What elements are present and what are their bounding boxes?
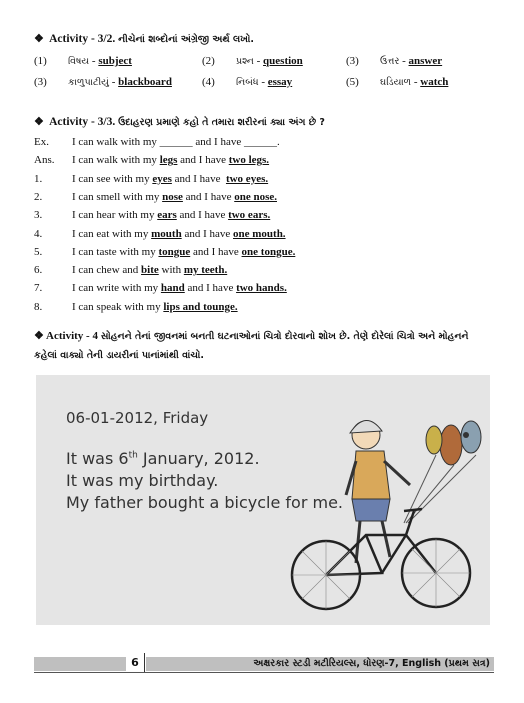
vocab-separator: -: [399, 55, 409, 67]
sentence-text: I can taste with my: [72, 245, 159, 258]
diary-line-1-pre: It was 6: [66, 449, 129, 468]
vocab-entry: [68, 76, 172, 88]
vocab-english-answer: question: [263, 55, 303, 67]
vocab-english-answer: subject: [98, 55, 132, 67]
sentence-number: 8.: [34, 300, 43, 313]
sentence-number: 1.: [34, 172, 43, 185]
sentence-text: I can smell with my: [72, 190, 163, 203]
sentence-answer: tongue: [158, 245, 191, 258]
sentence-text: and I have: [181, 227, 233, 240]
sentence-text: and I have: [177, 154, 229, 167]
sentence-answer: lips and tounge.: [163, 300, 238, 313]
activity2-title: Activity - 3/3.: [49, 116, 116, 128]
sentence-text: and I have: [184, 282, 237, 295]
sentence-text: and I have: [171, 172, 226, 185]
balloons-icon: [404, 421, 481, 523]
vocab-number: (3): [346, 55, 359, 67]
sentence-number: 4.: [34, 227, 43, 240]
vocab-gujarati-word: વિષય: [68, 56, 90, 67]
page-number: 6: [126, 653, 145, 673]
sentence-number: Ans.: [34, 154, 55, 167]
bicycle-icon: [292, 509, 470, 609]
diary-line-1: [66, 449, 260, 468]
sentence-row: [34, 208, 270, 222]
vocab-gujarati-word: ઘડિયાળ: [380, 77, 412, 88]
sentence-number: 5.: [34, 245, 43, 258]
vocab-separator: -: [108, 76, 119, 88]
vocab-english-answer: answer: [408, 55, 443, 67]
diary-date: 06-01-2012, Friday: [66, 409, 209, 427]
activity2-instruction: ઉદાહરણ પ્રમાણે કહો તે તમારા શરીરનાં ક્યા અંગ છે ?: [118, 117, 325, 128]
activity1-instruction: નીચેનાં શબ્દોનાં અંગ્રેજી અર્થ લખો.: [118, 34, 254, 45]
vocab-entry: [380, 76, 448, 88]
vocab-separator: -: [411, 76, 421, 88]
diamond-bullet-icon: ❖: [34, 116, 44, 128]
vocab-gujarati-word: કાળુપાટીયું: [68, 77, 109, 88]
sentence-number: 3.: [34, 209, 43, 222]
sentence-text: and I have: [190, 245, 242, 258]
vocab-english-answer: watch: [420, 76, 449, 88]
vocab-separator: -: [89, 55, 99, 67]
diary-line-3: My father bought a bicycle for me.: [66, 493, 343, 512]
sentence-text: I can see with my: [72, 172, 153, 185]
sentence-number: 2.: [34, 190, 43, 203]
sentence-row: [34, 263, 227, 277]
sentence-answer: ears: [157, 209, 177, 222]
sentence-text: I can hear with my: [72, 209, 158, 222]
sentence-answer: mouth: [151, 227, 182, 240]
sentence-row: [34, 300, 238, 314]
diary-illustration: [36, 375, 490, 625]
sentence-text: I can eat with my: [72, 227, 152, 240]
sentence-answer: hand: [160, 282, 185, 295]
sentence-answer: legs: [159, 154, 178, 167]
sentence-answer: one nose.: [234, 190, 277, 203]
vocab-english-answer: essay: [267, 76, 293, 88]
vocab-gujarati-word: નિબંધ: [236, 77, 259, 88]
vocab-entry: [68, 55, 132, 67]
sentence-text: I can walk with my: [72, 154, 160, 167]
sentence-row: [34, 227, 286, 241]
vocab-english-answer: blackboard: [118, 76, 172, 88]
boy-on-bicycle-drawing: [286, 395, 490, 625]
activity3-instruction: સોહનને તેનાં જીવનમાં બનતી ઘટનાઓનાં ચિત્રો દોરવાનો શોખ છે. તેણે દોરેલાં ચિત્રો અને મોહનને કહેલાં વાક્યો તેની ડાયરીનાં પાનાંમાંથી વાંચો.: [34, 331, 469, 361]
sentence-row: [34, 172, 268, 186]
footer-title: અક્ષરકાર સ્ટડી મટીરિયલ્સ, ધોરણ-7, English (પ્રથમ સત્ર): [146, 657, 494, 671]
vocab-separator: -: [253, 55, 264, 67]
sentence-row: [34, 245, 295, 259]
activity1-title: Activity - 3/2.: [49, 33, 116, 45]
diamond-bullet-icon: ❖: [34, 33, 44, 45]
sentence-answer: two eyes.: [225, 172, 269, 185]
vocab-entry: [380, 55, 442, 67]
sentence-row: [34, 190, 277, 204]
diary-line-1-post: January, 2012.: [137, 449, 260, 468]
sentence-answer: nose: [162, 190, 183, 203]
sentence-row: [34, 281, 287, 295]
sentence-answer: one tongue.: [241, 245, 296, 258]
sentence-text: and I have: [176, 209, 229, 222]
sentence-answer: my teeth.: [183, 264, 228, 277]
sentence-number: 6.: [34, 264, 43, 277]
activity3-block: [34, 327, 494, 365]
sentence-text: I can chew and: [72, 264, 142, 277]
sentence-answer: eyes: [152, 172, 172, 185]
footer-bar-left: [34, 657, 126, 671]
sentence-answer: two ears.: [228, 209, 271, 222]
vocab-separator: -: [258, 76, 268, 88]
sentence-text: I can speak with my: [72, 300, 164, 313]
vocab-number: (3): [34, 76, 47, 88]
vocab-gujarati-word: ઉત્તર: [380, 56, 400, 67]
sentence-answer: two hands.: [236, 282, 287, 295]
activity2-heading: [34, 115, 325, 128]
vocab-number: (2): [202, 55, 215, 67]
activity1-heading: [34, 32, 254, 45]
sentence-text: with: [158, 264, 184, 277]
vocab-number: (5): [346, 76, 359, 88]
vocab-number: (1): [34, 55, 47, 67]
sentence-text: I can write with my: [72, 282, 161, 295]
sentence-answer: two legs.: [228, 154, 270, 167]
footer-rule: [34, 672, 494, 673]
vocab-number: (4): [202, 76, 215, 88]
activity3-title: Activity - 4: [46, 330, 98, 342]
sentence-row: [34, 135, 280, 149]
diary-line-1-sup: th: [128, 450, 138, 461]
sentence-text: and I have: [182, 190, 235, 203]
vocab-entry: [236, 55, 303, 67]
sentence-row: [34, 153, 269, 167]
sentence-answer: bite: [141, 264, 159, 277]
vocab-entry: [236, 76, 292, 88]
diamond-bullet-icon: ❖: [34, 330, 44, 342]
vocab-gujarati-word: પ્રશ્ન: [236, 56, 254, 67]
sentence-answer: one mouth.: [233, 227, 286, 240]
sentence-number: 7.: [34, 282, 43, 295]
sentence-number: Ex.: [34, 136, 49, 148]
diary-line-2: It was my birthday.: [66, 471, 219, 490]
sentence-text: I can walk with my ______ and I have ______.: [72, 136, 280, 148]
